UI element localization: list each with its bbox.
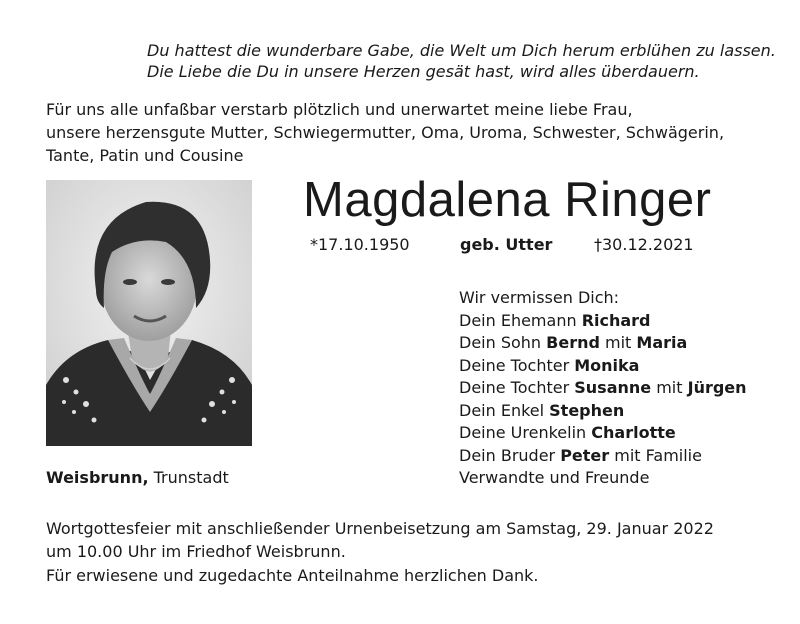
mourner-row (459, 445, 747, 468)
mourner-row (459, 310, 747, 333)
deceased-name: Magdalena Ringer (303, 173, 712, 227)
quote-line-1: Du hattest die wunderbare Gabe, die Welt um Dich herum erblühen zu lassen. (147, 41, 776, 60)
place-line (46, 468, 229, 487)
portrait-photo (46, 180, 252, 446)
mourner-name: Stephen (549, 400, 625, 420)
mourner-row (459, 377, 747, 400)
intro-line-2: unsere herzensgute Mutter, Schwiegermutter, Oma, Uroma, Schwester, Schwägerin, (46, 123, 725, 142)
mourners-closing: Verwandte und Freunde (459, 468, 650, 487)
mourner-connector: mit Familie (609, 445, 702, 465)
footer-line-1: Wortgottesfeier mit anschließender Urnenbeisetzung am Samstag, 29. Januar 2022 (46, 519, 714, 538)
portrait-illustration (46, 180, 252, 446)
intro-line-3: Tante, Patin und Cousine (46, 146, 244, 165)
place-town: Weisbrunn, (46, 468, 149, 487)
mourner-relation: Dein Ehemann (459, 310, 582, 330)
mourner-relation: Dein Bruder (459, 445, 561, 465)
mourner-relation: Dein Sohn (459, 333, 547, 352)
mourner-name: Charlotte (591, 423, 676, 442)
death-date: †30.12.2021 (594, 235, 694, 254)
mourner-partner-name: Maria (636, 333, 688, 352)
mourner-relation: Deine Tochter (459, 355, 575, 375)
quote-line-2: Die Liebe die Du in unsere Herzen gesät hast, wird alles überdauern. (147, 62, 700, 81)
mourner-name: Monika (574, 355, 640, 375)
mourner-name: Richard (581, 310, 651, 330)
mourner-relation: Dein Enkel (459, 400, 550, 420)
mourners-heading: Wir vermissen Dich: (459, 288, 620, 307)
intro-line-1: Für uns alle unfaßbar verstarb plötzlich und unerwartet meine liebe Frau, (46, 100, 633, 119)
mourner-row (459, 332, 747, 355)
mourner-name: Susanne (574, 378, 652, 397)
birth-date: *17.10.1950 (310, 235, 410, 254)
mourner-connector: mit (651, 378, 688, 397)
mourner-row (459, 400, 747, 423)
mourner-name: Bernd (546, 333, 600, 352)
maiden-name: geb. Utter (460, 235, 553, 254)
mourner-relation: Deine Tochter (459, 378, 575, 397)
mourners-list (459, 287, 747, 490)
mourner-row (459, 355, 747, 378)
place-district: Trunstadt (148, 468, 229, 487)
mourner-partner-name: Jürgen (687, 378, 747, 397)
footer-line-2: um 10.00 Uhr im Friedhof Weisbrunn. (46, 542, 346, 561)
mourner-connector: mit (599, 333, 637, 352)
mourner-name: Peter (560, 445, 610, 465)
footer-line-3: Für erwiesene und zugedachte Anteilnahme herzlichen Dank. (46, 566, 539, 585)
mourner-row (459, 422, 747, 445)
mourner-relation: Deine Urenkelin (459, 423, 592, 442)
